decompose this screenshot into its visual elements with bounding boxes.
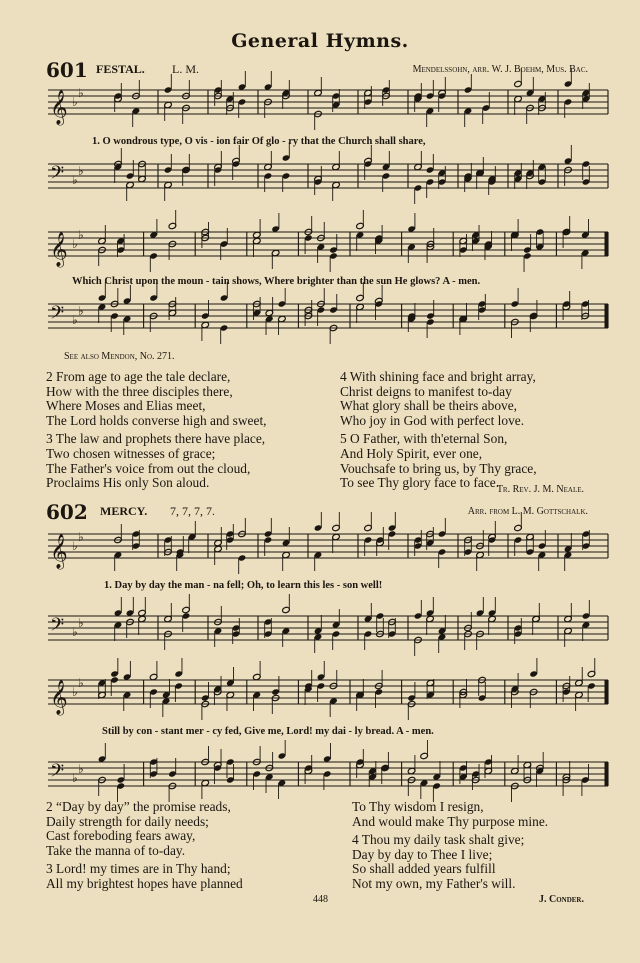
flat-icon: ♭ [72, 771, 78, 785]
verse-line: Vouchsafe to bring us, by Thy grace, [340, 460, 537, 476]
verse-line: So shall added years fulfill [352, 861, 496, 877]
page-header: General Hymns. [231, 30, 409, 52]
flat-icon: ♭ [78, 304, 84, 318]
verse-line: Day by day to Thee I live; [352, 846, 493, 862]
verse-line: Cast foreboding fears away, [46, 828, 196, 844]
verse-line: Where Moses and Elias meet, [46, 398, 206, 414]
verse-line: Not my own, my Father's will. [352, 875, 516, 891]
flat-icon: ♭ [72, 313, 78, 327]
music-system [48, 84, 608, 134]
verse-line: Daily strength for daily needs; [46, 813, 209, 829]
verse-line: To see Thy glory face to face. [340, 475, 500, 491]
flat-icon: ♭ [78, 762, 84, 776]
verse-line: The Lord holds converse high and sweet, [46, 412, 267, 428]
flat-icon: ♭ [78, 616, 84, 630]
verse-line: Who joy in God with perfect love. [340, 412, 525, 428]
verse-line: 3 The law and prophets there have place, [46, 431, 266, 447]
verse-line: 2 “Day by day” the promise reads, [46, 799, 231, 814]
verse-line: All my brightest hopes have planned [46, 875, 243, 891]
verse-line: Proclaims His only Son aloud. [46, 475, 210, 491]
treble-clef-icon: 𝄞 [50, 90, 68, 125]
verse-line: 3 Lord! my times are in Thy hand; [46, 861, 231, 877]
music-system [48, 674, 608, 724]
lyrics-line: Still by con - stant mer - cy fed, Give me, Lord! my dai - ly bread. A - men. [102, 726, 434, 737]
hymn-number: 602 [46, 500, 88, 524]
flat-icon: ♭ [72, 237, 78, 251]
bass-clef-icon: 𝄢 [50, 761, 65, 786]
verse-block [340, 370, 537, 491]
verse-line: Take the manna of to-day. [46, 842, 186, 858]
verse-line: And Holy Spirit, ever one, [340, 445, 483, 461]
verse-line: 5 O Father, with th'eternal Son, [340, 431, 508, 447]
see-also-note: See also Mendon, No. 271. [64, 351, 175, 362]
flat-icon: ♭ [72, 539, 78, 553]
bass-clef-icon: 𝄢 [50, 303, 65, 328]
bass-clef-icon: 𝄢 [50, 163, 65, 188]
verse-line: Two chosen witnesses of grace; [46, 445, 216, 461]
verse-line: What glory shall be theirs above, [340, 398, 518, 414]
music-system [48, 610, 608, 660]
meter: 7, 7, 7, 7. [170, 504, 215, 518]
flat-icon: ♭ [78, 86, 84, 100]
verse-block [352, 800, 548, 892]
flat-icon: ♭ [78, 530, 84, 544]
verse-line: The Father's voice from out the cloud, [46, 460, 251, 476]
verse-line: Christ deigns to manifest to-day [340, 383, 512, 399]
flat-icon: ♭ [78, 676, 84, 690]
tune-name: FESTAL. [96, 62, 145, 76]
treble-clef-icon: 𝄞 [50, 680, 68, 715]
flat-icon: ♭ [78, 164, 84, 178]
translator-credit: Tr. Rev. J. M. Neale. [496, 484, 584, 495]
treble-clef-icon: 𝄞 [50, 232, 68, 267]
composer: Arr. from L. M. Gottschalk. [467, 506, 588, 517]
lyrics-line: 1. Day by day the man - na fell; Oh, to learn this les - son well! [104, 580, 383, 591]
tune-name: MERCY. [100, 504, 148, 518]
music-system [48, 298, 608, 348]
verse-line: 4 With shining face and bright array, [340, 369, 536, 384]
page-number: 448 [313, 894, 328, 905]
verse-block [46, 800, 243, 892]
meter: L. M. [172, 62, 199, 76]
lyrics-line: Which Christ upon the moun - tain shows, Where brighter than the sun He glows? A - men. [72, 276, 481, 287]
verse-line: 4 Thou my daily task shalt give; [352, 832, 525, 848]
author-credit: J. Conder. [538, 894, 584, 905]
music-system [48, 158, 608, 208]
composer: Mendelssohn, arr. W. J. Boehm, Mus. Bac. [412, 64, 588, 75]
hymn-number: 601 [46, 58, 88, 82]
lyrics-line: 1. O wondrous type, O vis - ion fair Of glo - ry that the Church shall share, [92, 136, 426, 147]
verse-block [46, 370, 267, 491]
music-system [48, 528, 608, 578]
flat-icon: ♭ [78, 228, 84, 242]
verse-line: To Thy wisdom I resign, [352, 799, 484, 814]
bass-clef-icon: 𝄢 [50, 615, 65, 640]
flat-icon: ♭ [72, 95, 78, 109]
flat-icon: ♭ [72, 625, 78, 639]
flat-icon: ♭ [72, 173, 78, 187]
treble-clef-icon: 𝄞 [50, 534, 68, 569]
verse-line: And would make Thy purpose mine. [352, 813, 549, 829]
verse-line: How with the three disciples there, [46, 383, 233, 399]
verse-line: 2 From age to age the tale declare, [46, 369, 231, 384]
flat-icon: ♭ [72, 685, 78, 699]
music-system [48, 226, 608, 276]
